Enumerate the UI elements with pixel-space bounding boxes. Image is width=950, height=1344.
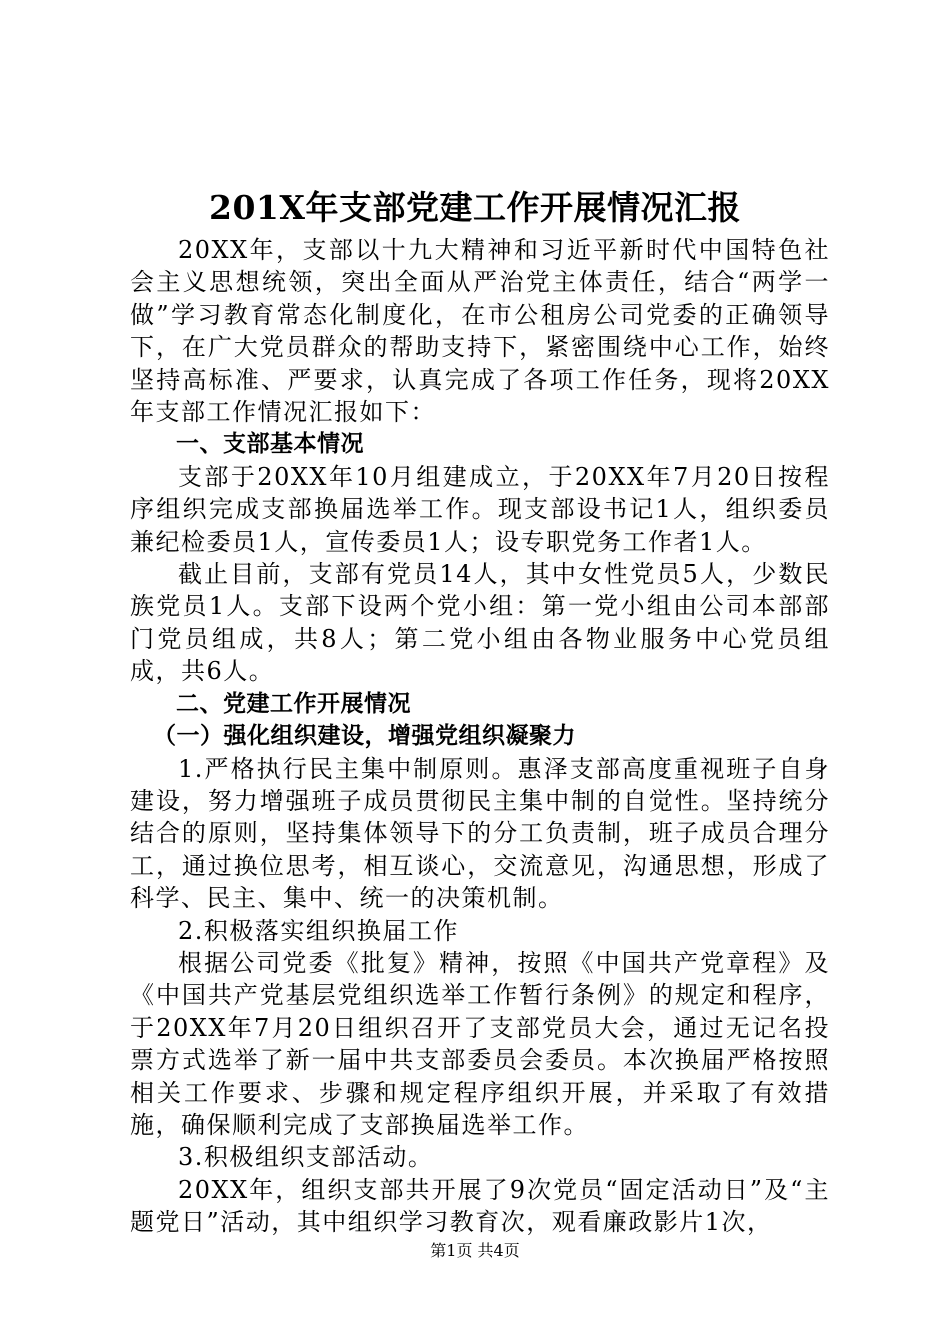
document-body: [130, 234, 830, 1239]
intro-paragraph: 20XX年，支部以十九大精神和习近平新时代中国特色社会主义思想统领，突出全面从严治党主体责任，结合“两学一做”学习教育常态化制度化，在市公租房公司党委的正确领导下，在广大党员群众的帮助支持下，紧密围绕中心工作，始终坚持高标准、严要求，认真完成了各项工作任务，现将20XX年支部工作情况汇报如下：: [130, 236, 830, 427]
body-paragraph: 20XX年，组织支部共开展了9次党员“固定活动日”及“主题党日”活动，其中组织学习教育次，观看廉政影片1次，: [130, 1175, 830, 1237]
body-paragraph: 3.积极组织支部活动。: [178, 1143, 434, 1172]
section-heading-work-progress: 二、党建工作开展情况: [176, 690, 411, 717]
body-paragraph: 支部于20XX年10月组建成立，于20XX年7月20日按程序组织完成支部换届选举工作。现支部设书记1人，组织委员兼纪检委员1人，宣传委员1人；设专职党务工作者1人。: [130, 462, 830, 556]
body-paragraph: 1.严格执行民主集中制原则。惠泽支部高度重视班子自身建设，努力增强班子成员贯彻民主集中制的自觉性。坚持统分结合的原则，坚持集体领导下的分工负责制，班子成员合理分工，通过换位思考，相互谈心，交流意见，沟通思想，形成了科学、民主、集中、统一的决策机制。: [130, 754, 830, 913]
body-paragraph: 2.积极落实组织换届工作: [178, 916, 459, 945]
body-paragraph: 根据公司党委《批复》精神，按照《中国共产党章程》及《中国共产党基层党组织选举工作暂行条例》的规定和程序，于20XX年7月20日组织召开了支部党员大会，通过无记名投票方式选举了新一届中共支部委员会委员。本次换届严格按照相关工作要求、步骤和规定程序组织开展，并采取了有效措施，确保顺利完成了支部换届选举工作。: [130, 948, 830, 1139]
page-footer: 第1页 共4页: [430, 1241, 520, 1260]
document-title: 201X年支部党建工作开展情况汇报: [209, 188, 741, 227]
body-paragraph: 截止目前，支部有党员14人，其中女性党员5人，少数民族党员1人。支部下设两个党小组：第一党小组由公司本部部门党员组成，共8人；第二党小组由各物业服务中心党员组成，共6人。: [130, 560, 830, 686]
subsection-heading: （一）强化组织建设，增强党组织凝聚力: [153, 723, 576, 750]
section-heading-basic-info: 一、支部基本情况: [176, 431, 364, 458]
